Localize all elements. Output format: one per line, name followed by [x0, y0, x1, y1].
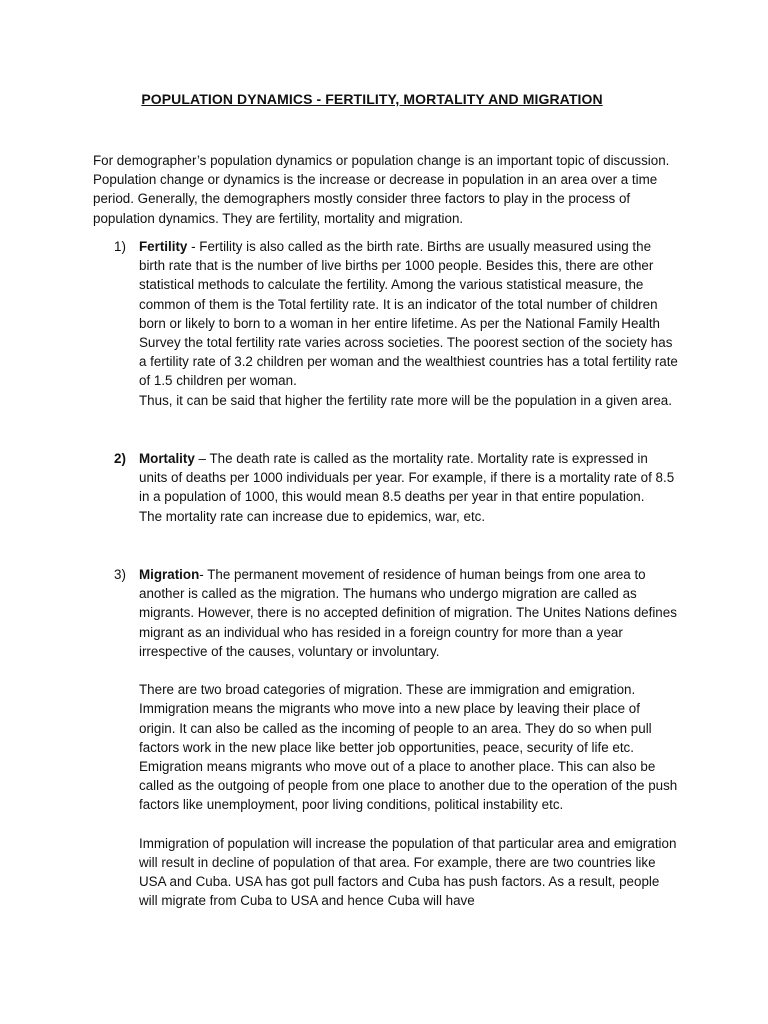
- migration-text: - The permanent movement of residence of human beings from one area to another is called as the migration. The humans who undergo migration are called as migrants. However, there is no accepted definition of migration. The Unites Nations defines migrant as an individual who has resided in a foreign country for more than a year irrespective of the causes, voluntary or involuntary.: [139, 567, 677, 659]
- fertility-conclusion: Thus, it can be said that higher the fertility rate more will be the population in a given area.: [139, 392, 672, 408]
- fertility-paragraph: [139, 237, 679, 391]
- migration-example-paragraph: Immigration of population will increase the population of that particular area and emigration will result in decline of population of that area. For example, there are two countries like USA and Cuba. USA has got pull factors and Cuba has push factors. As a result, people will migrate from Cuba to USA and hence Cuba will have: [139, 835, 677, 909]
- intro-paragraph: For demographer’s population dynamics or population change is an important topic of discussion. Population change or dynamics is the increase or decrease in population in an area over a time period. Generally, the demographers mostly consider three factors to play in the process of population dynamics. They are fertility, mortality and migration.: [93, 153, 670, 226]
- mortality-paragraph: [139, 449, 679, 507]
- migration-paragraph: [139, 565, 679, 661]
- paragraph-gap: [139, 815, 679, 834]
- term-mortality: Mortality: [139, 451, 195, 466]
- document-title: POPULATION DYNAMICS - FERTILITY, MORTALITY AND MIGRATION: [141, 91, 603, 107]
- list-number: 1): [114, 239, 126, 254]
- list-number: 3): [114, 567, 126, 582]
- emigration-paragraph: Emigration means migrants who move out of a place to another place. This can also be called as the outgoing of people from one place to another due to the operation of the push factors like unemployment, poor living conditions, political instability etc.: [139, 759, 678, 813]
- term-migration: Migration: [139, 567, 200, 582]
- fertility-text: - Fertility is also called as the birth rate. Births are usually measured using the birth rate that is the number of live births per 1000 people. Besides this, there are other statistical methods to calculate the fertility. Among the various statistical measure, the common of them is the Total fertility rate. It is an indicator of the total number of children born or likely to born to a woman in her entire lifetime. As per the National Family Health Survey the total fertility rate varies across societies. The poorest section of the society has a fertility rate of 3.2 children per woman and the wealthiest countries has a total fertility rate of 1.5 children per woman.: [139, 239, 678, 389]
- mortality-conclusion: The mortality rate can increase due to epidemics, war, etc.: [139, 508, 486, 524]
- mortality-text: – The death rate is called as the mortality rate. Mortality rate is expressed in units of deaths per 1000 individuals per year. For example, if there is a mortality rate of 8.5 in a population of 1000, this would mean 8.5 deaths per year in that entire population.: [139, 451, 675, 505]
- term-fertility: Fertility: [139, 239, 188, 254]
- list-item-body: [139, 237, 679, 410]
- list-item-body: [139, 449, 679, 526]
- list-number: 2): [114, 451, 126, 466]
- paragraph-gap: [139, 661, 679, 680]
- list-item-body: [139, 565, 679, 911]
- migration-categories-paragraph: There are two broad categories of migration. These are immigration and emigration. Immigration means the migrants who move into a new place by leaving their place of origin. It can also be called as the incoming of people to an area. They do so when pull factors work in the new place like better job opportunities, peace, security of life etc.: [139, 682, 652, 755]
